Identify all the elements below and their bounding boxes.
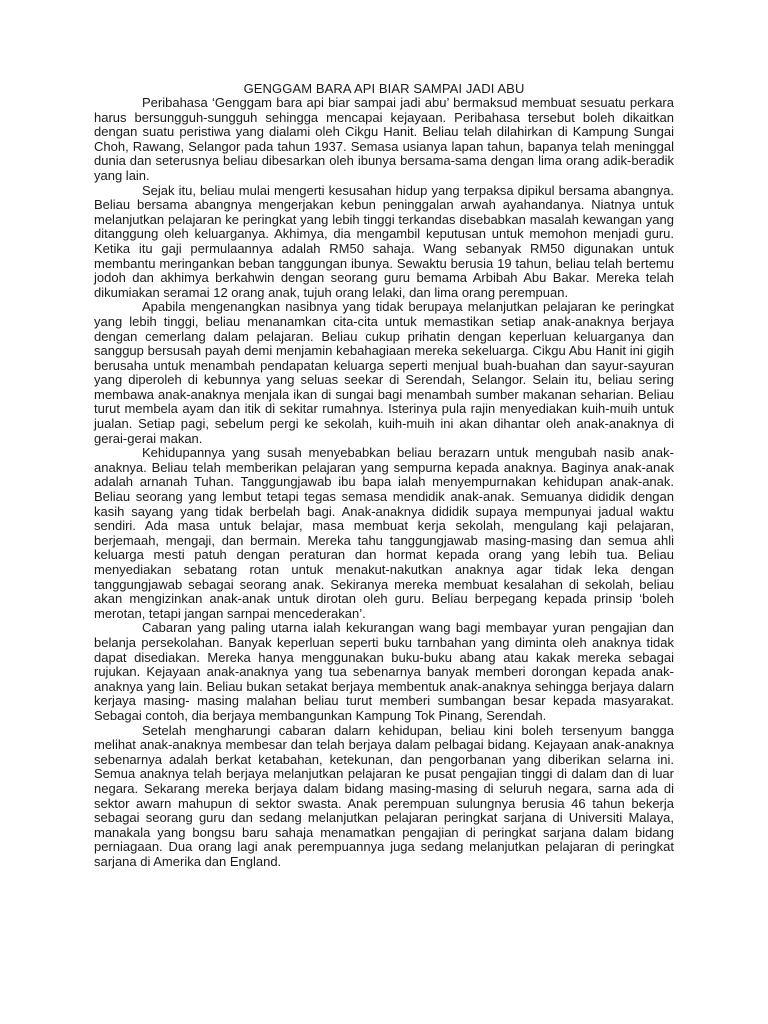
paragraph-4: Kehidupannya yang susah menyebabkan beliau berazarn untuk mengubah nasib anak-anaknya. Beliau telah memberikan pelajaran yang sempurna kepada anaknya. Baginya anak-anak adalah arnanah Tuhan. Tanggungjawab ibu bapa ialah menyempurnakan kehidupan anak-anak. Beliau seorang yang lembut tetapi tegas semasa mendidik anak-anak. Semuanya dididik dengan kasih sayang yang tidak berbelah bagi. Anak-anaknya dididik supaya mempunyai jadual waktu sendiri. Ada masa untuk belajar, masa membuat kerja sekolah, mengulang kaji pelajaran, berjemaah, mengaji, dan bermain. Mereka tahu tanggungjawab masing-masing dan semua ahli keluarga mesti patuh dengan peraturan dan hormat kepada orang yang lebih tua. Beliau menyediakan sebatang rotan untuk menakut-nakutkan anaknya agar tidak leka dengan tanggungjawab sebagai seorang anak. Sekiranya mereka membuat kesalahan di sekolah, beliau akan mengizinkan anak-anak untuk dirotan oleh guru. Beliau berpegang kepada prinsip ‘boleh merotan, tetapi jangan sarnpai mencederakan’. — [94, 445, 674, 621]
document-page — [94, 81, 674, 869]
document-title: GENGGAM BARA API BIAR SAMPAI JADI ABU — [243, 81, 525, 96]
paragraph-2: Sejak itu, beliau mulai mengerti kesusahan hidup yang terpaksa dipikul bersama abangnya. Beliau bersama abangnya mengerjakan kebun peninggalan arwah ayahandanya. Niatnya untuk melanjutkan pelajaran ke peringkat yang lebih tinggi terkandas disebabkan masalah kewangan yang ditanggung oleh keluarganya. Akhimya, dia mengambil keputusan untuk memohon menjadi guru. Ketika itu gaji permulaannya adalah RM50 sahaja. Wang sebanyak RM50 digunakan untuk membantu meringankan beban tanggungan ibunya. Sewaktu berusia 19 tahun, beliau telah bertemu jodoh dan akhimya berkahwin dengan seorang guru bemama Arbibah Abu Bakar. Mereka telah dikumiakan seramai 12 orang anak, tujuh orang lelaki, dan lima orang perempuan. — [94, 182, 674, 300]
paragraph-1: Peribahasa ‘Genggam bara api biar sampai jadi abu’ bermaksud membuat sesuatu perkara harus bersungguh-sungguh sehingga mencapai kejayaan. Peribahasa tersebut boleh dikaitkan dengan suatu peristiwa yang dialami oleh Cikgu Hanit. Beliau telah dilahirkan di Kampung Sungai Choh, Rawang, Selangor pada tahun 1937. Semasa usianya lapan tahun, bapanya telah meninggal dunia dan seterusnya beliau dibesarkan oleh ibunya bersama-sama dengan lima orang adik-beradik yang lain. — [94, 95, 674, 183]
paragraph-3: Apabila mengenangkan nasibnya yang tidak berupaya melanjutkan pelajaran ke peringkat yang lebih tinggi, beliau menanamkan cita-cita untuk memastikan setiap anak-anaknya berjaya dengan cemerlang dalam pelajaran. Beliau cukup prihatin dengan keperluan keluarganya dan sanggup bersusah payah demi menjamin kebahagiaan mereka sekeluarga. Cikgu Abu Hanit ini gigih berusaha untuk menambah pendapatan keluarga seperti menjual buah-buahan dan sayur-sayuran yang diperoleh di kebunnya yang seluas seekar di Serendah, Selangor. Selain itu, beliau sering membawa anak-anaknya menjala ikan di sungai bagi menambah sumber makanan seharian. Beliau turut membela ayam dan itik di sekitar rumahnya. Isterinya pula rajin menyediakan kuih-muih untuk jualan. Setiap pagi, sebelum pergi ke sekolah, kuih-muih ini akan dihantar oleh anak-anaknya di gerai-gerai makan. — [94, 299, 674, 446]
paragraph-6: Setelah mengharungi cabaran dalarn kehidupan, beliau kini boleh tersenyum bangga melihat anak-anaknya membesar dan telah berjaya dalam pelbagai bidang. Kejayaan anak-anaknya sebenarnya adalah berkat ketabahan, ketekunan, dan pengorbanan yang diberikan selarna ini. Semua anaknya telah berjaya melanjutkan pelajaran ke pusat pengajian tinggi di dalam dan di luar negara. Sekarang mereka berjaya dalam bidang masing-masing di seluruh negara, sarna ada di sektor awarn mahupun di sektor swasta. Anak perempuan sulungnya berusia 46 tahun bekerja sebagai seorang guru dan sedang melanjutkan pelajaran peringkat sarjana di Universiti Malaya, manakala yang bongsu baru sahaja menamatkan pengajian di peringkat sarjana dalam bidang perniagaan. Dua orang lagi anak perempuannya juga sedang melanjutkan pelajaran di peringkat sarjana di Amerika dan England. — [94, 722, 674, 869]
paragraph-5: Cabaran yang paling utarna ialah kekurangan wang bagi membayar yuran pengajian dan belanja persekolahan. Banyak keperluan seperti buku tarnbahan yang diminta oleh anaknya tidak dapat disediakan. Mereka hanya menggunakan buku-buku abang atau kakak mereka sebagai rujukan. Kejayaan anak-anaknya yang tua sebenarnya banyak memberi dorongan kepada anak-anaknya yang lain. Beliau bukan setakat berjaya membentuk anak-anaknya sehingga berjaya dalarn kerjaya masing- masing malahan beliau turut memberi sumbangan besar kepada masyarakat. Sebagai contoh, dia berjaya membangunkan Kampung Tok Pinang, Serendah. — [94, 620, 674, 723]
